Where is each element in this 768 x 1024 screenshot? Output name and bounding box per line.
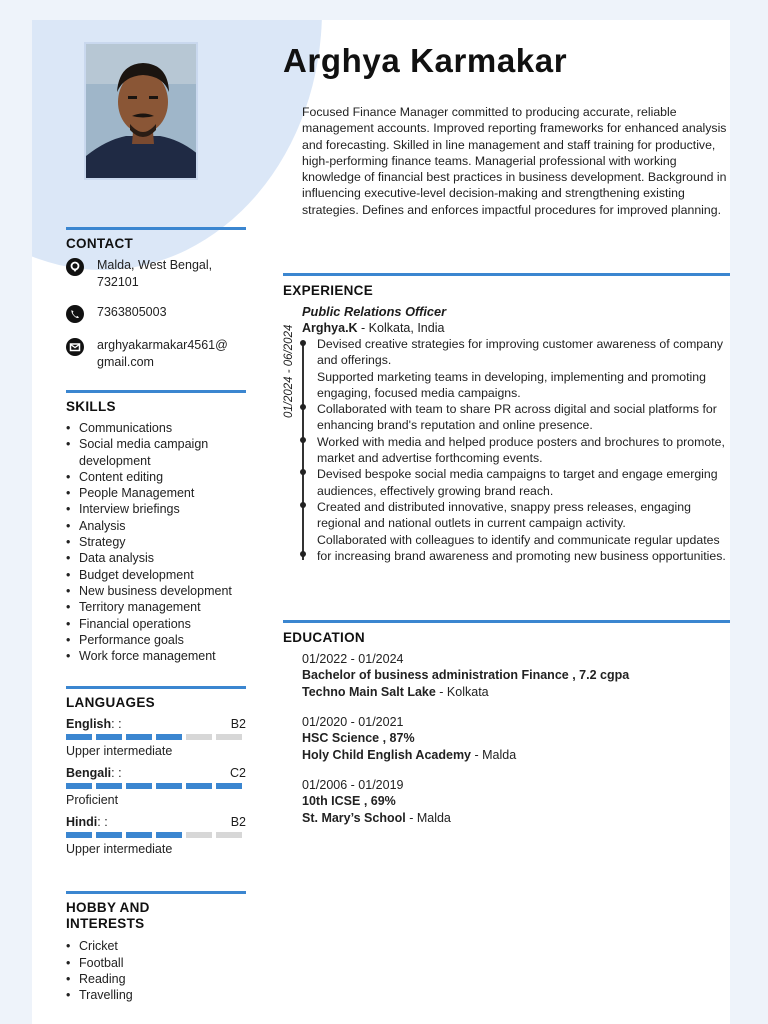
education-city: - Malda <box>471 747 517 762</box>
duty-item: Devised creative strategies for improving customer awareness of company and offerings. <box>317 337 723 368</box>
proficiency-segment <box>186 783 212 789</box>
skill-item: • People Management <box>66 485 246 501</box>
section-divider <box>283 273 730 276</box>
skill-item: • Budget development <box>66 567 246 583</box>
education-school: St. Mary’s School <box>302 810 406 825</box>
education-grade: , 7.2 cgpa <box>568 668 630 683</box>
candidate-name: Arghya Karmakar <box>283 42 568 79</box>
timeline-dot <box>300 502 306 508</box>
section-divider <box>66 227 246 230</box>
skills-list <box>66 420 246 664</box>
skill-item: • Performance goals <box>66 632 246 648</box>
experience-heading: EXPERIENCE <box>283 283 374 298</box>
language-grade: C2 <box>230 766 246 781</box>
skill-item: • Data analysis <box>66 550 246 566</box>
languages-list <box>66 716 246 857</box>
language-grade: B2 <box>230 815 246 830</box>
language-proficiency-bar <box>66 783 246 789</box>
proficiency-segment <box>156 783 182 789</box>
education-dates: 01/2020 - 01/2021 <box>302 715 404 729</box>
contact-email <box>66 337 246 370</box>
education-school: Techno Main Salt Lake <box>302 684 436 699</box>
job-company <box>302 320 727 336</box>
timeline-dot <box>300 437 306 443</box>
hobby-item: • Travelling <box>66 987 246 1003</box>
timeline-dot <box>300 469 306 475</box>
skill-item: • New business development <box>66 583 246 599</box>
language-separator: : : <box>111 766 122 781</box>
timeline-dot <box>300 551 306 557</box>
language-name: Hindi <box>66 815 98 830</box>
proficiency-segment <box>126 734 152 740</box>
education-entry <box>302 651 727 700</box>
languages-heading: LANGUAGES <box>66 695 155 711</box>
proficiency-segment <box>186 832 212 838</box>
language-level: Upper intermediate <box>66 842 173 857</box>
profile-photo <box>84 42 198 180</box>
email-icon <box>66 338 84 356</box>
language-proficiency-bar <box>66 832 246 838</box>
email-text[interactable]: arghyakarmakar4561@ gmail.com <box>97 338 228 369</box>
company-name: Arghya.K <box>302 321 358 335</box>
skill-item: • Communications <box>66 420 246 436</box>
education-grade: , 69% <box>360 794 396 809</box>
language-item <box>66 716 246 759</box>
left-column <box>66 227 246 1004</box>
hobby-item: • Reading <box>66 971 246 987</box>
proficiency-segment <box>66 783 92 789</box>
section-divider <box>66 891 246 894</box>
duty-item: Worked with media and helped produce posters and brochures to promote, market and advertise forthcoming events. <box>317 434 725 466</box>
resume-page <box>32 20 730 1024</box>
proficiency-segment <box>66 832 92 838</box>
phone-icon <box>66 305 84 323</box>
education-city: - Kolkata <box>435 684 489 699</box>
section-divider <box>66 686 246 689</box>
skill-item: • Strategy <box>66 534 246 550</box>
proficiency-segment <box>96 734 122 740</box>
timeline-line <box>302 342 304 560</box>
proficiency-segment <box>96 832 122 838</box>
proficiency-segment <box>126 832 152 838</box>
contact-address <box>66 257 246 290</box>
skills-heading: SKILLS <box>66 399 116 414</box>
education-degree: 10th ICSE <box>302 794 361 809</box>
hobbies-heading: HOBBY AND INTERESTS <box>66 900 150 932</box>
job-entry <box>302 304 727 336</box>
job-location: - Kolkata, India <box>357 321 445 335</box>
skill-item: • Work force management <box>66 648 246 664</box>
education-dates: 01/2006 - 01/2019 <box>302 778 404 792</box>
proficiency-segment <box>66 734 92 740</box>
proficiency-segment <box>186 734 212 740</box>
hobbies-list <box>66 938 246 1003</box>
education-school: Holy Child English Academy <box>302 747 472 762</box>
language-name: English <box>66 717 112 732</box>
education-degree: HSC Science <box>302 731 380 746</box>
profile-summary: Focused Finance Manager committed to producing accurate, reliable management accounts. Improved reporting frameworks for enhanced analysis and forecasting. Skilled in line management and staff training for productive, high-performing finance teams. Managerial professional with working knowledge of financial best practices in business development. Background in influencing executive-level decision-making and strengthening existing strategies. Defines and enforces impactful procedures for improved planning. <box>302 105 727 217</box>
contact-heading: CONTACT <box>66 236 134 251</box>
proficiency-segment <box>156 832 182 838</box>
proficiency-segment <box>216 783 242 789</box>
skill-item: • Territory management <box>66 599 246 615</box>
duty-item: Collaborated with team to share PR across digital and social platforms for enhancing brand's reputation and online presence. <box>317 402 717 433</box>
proficiency-segment <box>216 734 242 740</box>
education-entry <box>302 777 727 826</box>
proficiency-segment <box>216 832 242 838</box>
section-divider <box>66 390 246 393</box>
proficiency-segment <box>156 734 182 740</box>
timeline-dot <box>300 340 306 346</box>
language-grade: B2 <box>230 717 246 732</box>
duty-item: Devised bespoke social media campaigns to target and engage emerging audiences, effectively growing brand reach. <box>317 467 718 498</box>
language-name: Bengali <box>66 766 112 781</box>
duty-item: Supported marketing teams in developing, implementing and promoting engaging, focused media campaigns. <box>317 369 706 400</box>
education-entry <box>302 714 727 763</box>
skill-item: • Financial operations <box>66 616 246 632</box>
language-proficiency-bar <box>66 734 246 740</box>
education-heading: EDUCATION <box>283 630 365 645</box>
education-city: - Malda <box>405 810 451 825</box>
education-dates: 01/2022 - 01/2024 <box>302 652 404 666</box>
language-item <box>66 814 246 857</box>
contact-phone <box>66 304 246 323</box>
section-divider <box>283 620 730 623</box>
job-duties-list <box>317 336 729 564</box>
language-separator: : : <box>97 815 108 830</box>
language-item <box>66 765 246 808</box>
phone-text[interactable]: 7363805003 <box>97 305 167 319</box>
language-level: Upper intermediate <box>66 744 173 759</box>
proficiency-segment <box>126 783 152 789</box>
timeline-dot <box>300 404 306 410</box>
job-title: Public Relations Officer <box>302 304 447 319</box>
address-text: Malda, West Bengal, 732101 <box>97 258 213 289</box>
duty-item: Collaborated with colleagues to identify and communicate regular updates for increasing brand awareness and promoting new business opportunities. <box>317 532 726 563</box>
language-level: Proficient <box>66 793 119 808</box>
proficiency-segment <box>96 783 122 789</box>
hobby-item: • Football <box>66 955 246 971</box>
hobby-item: • Cricket <box>66 938 246 954</box>
skill-item: • Content editing <box>66 469 246 485</box>
language-separator: : : <box>111 717 122 732</box>
job-dates: 01/2024 - 06/2024 <box>283 324 295 418</box>
skill-item: • Interview briefings <box>66 501 246 517</box>
location-pin-icon <box>66 258 84 276</box>
duty-item: Created and distributed innovative, snappy press releases, engaging regional and national outlets in current campaign activity. <box>317 499 691 531</box>
skill-item: • Social media campaign development <box>66 436 246 469</box>
education-grade: , 87% <box>379 731 415 746</box>
skill-item: • Analysis <box>66 518 246 534</box>
education-degree: Bachelor of business administration Finance <box>302 668 569 683</box>
